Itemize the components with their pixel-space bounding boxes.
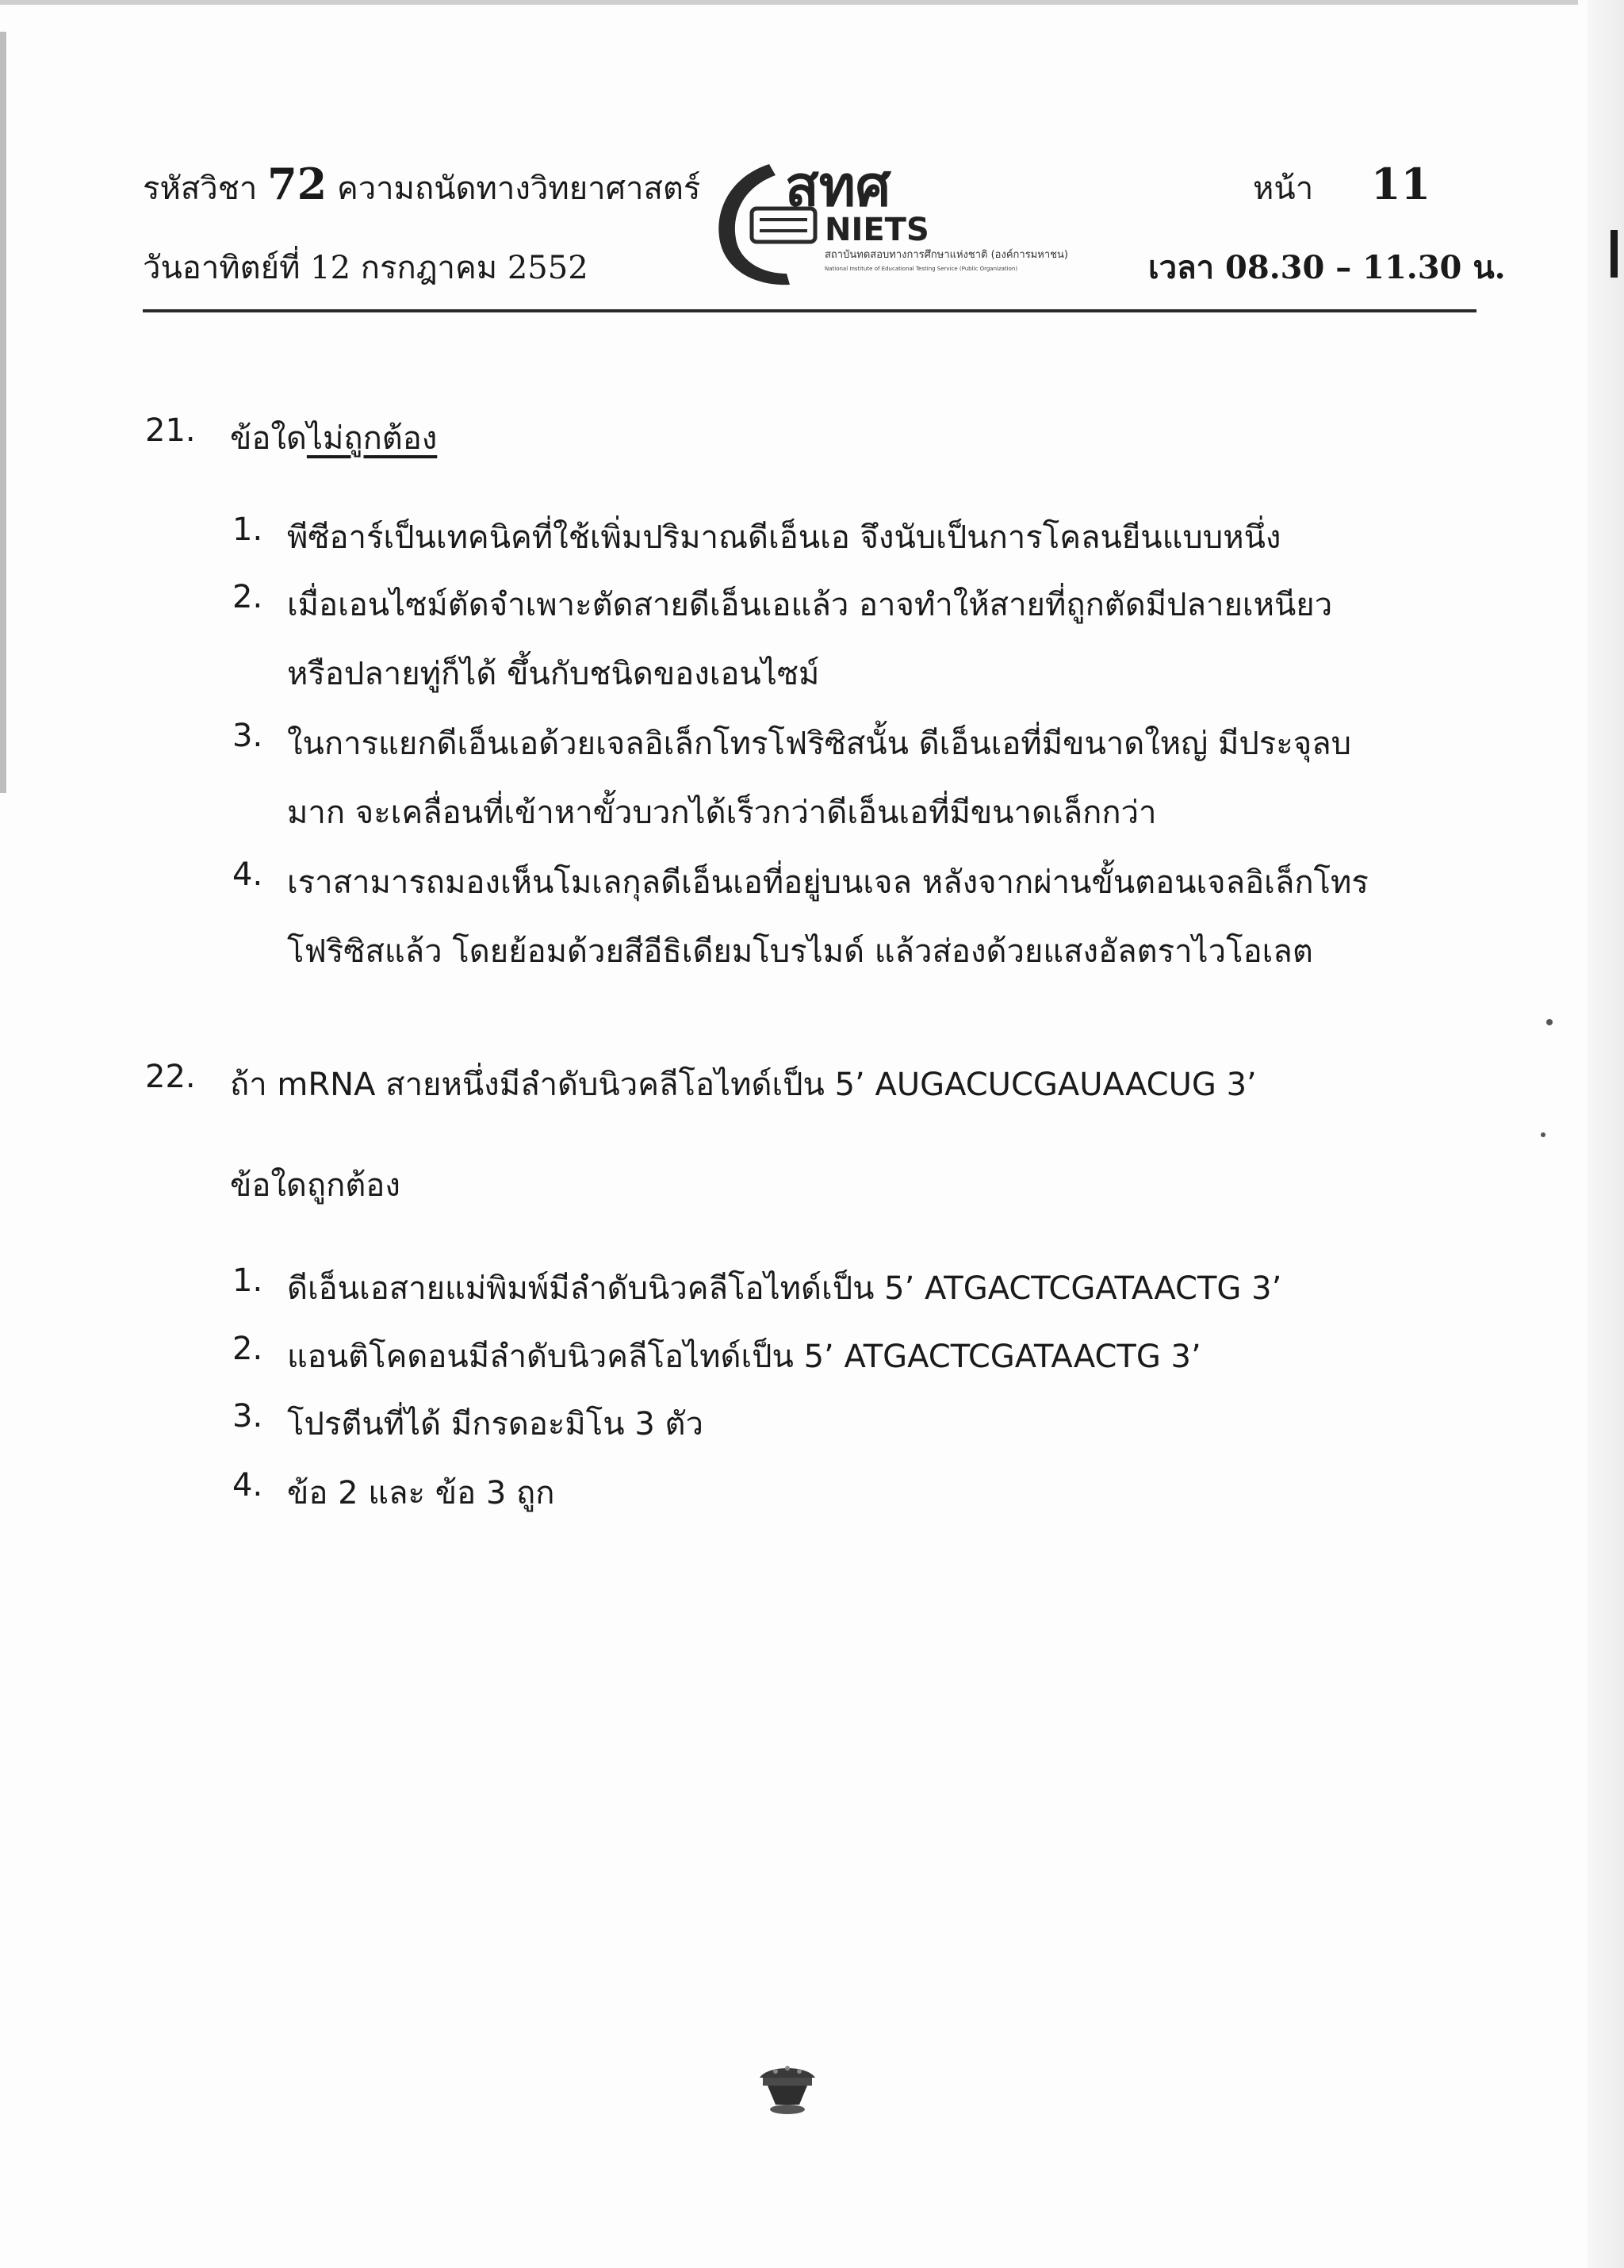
option-text: มาก จะเคลื่อนที่เข้าหาขั้วบวกได้เร็วกว่าดีเอ็นเอที่มีขนาดเล็กกว่า (287, 795, 1157, 831)
option-number: 1. (232, 511, 263, 548)
option-text: เราสามารถมองเห็นโมเลกุลดีเอ็นเอที่อยู่บนเจล หลังจากผ่านขั้นตอนเจลอิเล็กโทร (287, 864, 1369, 901)
question-number: 22. (145, 1059, 196, 1095)
option-number: 3. (232, 718, 263, 754)
exam-date: วันอาทิตย์ที่ 12 กรกฎาคม 2552 (143, 250, 588, 286)
page-indicator (1253, 159, 1431, 213)
option-number: 4. (232, 1467, 263, 1504)
question-stem: ถ้า mRNA สายหนึ่งมีลำดับนิวคลีโอไทด์เป็น 5’ AUGACUCGAUAACUG 3’ (230, 1067, 1257, 1103)
logo-thai-name: สทศ (785, 155, 891, 219)
scan-speck (1546, 1019, 1553, 1025)
subject-prefix: รหัสวิชา (143, 170, 258, 207)
option-text: แอนติโคดอนมีลำดับนิวคลีโอไทด์เป็น 5’ ATGACTCGATAACTG 3’ (287, 1339, 1201, 1375)
scan-right-shadow (1588, 0, 1624, 2268)
emblem-seal-icon (752, 2060, 823, 2116)
subject-name: ความถนัดทางวิทยาศาสตร์ (336, 170, 701, 207)
option-text: ในการแยกดีเอ็นเอด้วยเจลอิเล็กโทรโฟริซิสนั้น ดีเอ็นเอที่มีขนาดใหญ่ มีประจุลบ (287, 726, 1352, 762)
question-stem-emphasis: ไม่ถูกต้อง (306, 420, 438, 457)
option-text: พีซีอาร์เป็นเทคนิคที่ใช้เพิ่มปริมาณดีเอ็นเอ จึงนับเป็นการโคลนยีนแบบหนึ่ง (287, 519, 1281, 556)
option-text: โปรตีนที่ได้ มีกรดอะมิโน 3 ตัว (287, 1406, 703, 1442)
option-text: หรือปลายทู่ก็ได้ ขึ้นกับชนิดของเอนไซม์ (287, 656, 820, 692)
logo-english-name: NIETS (825, 212, 929, 248)
scan-left-edge (0, 32, 6, 793)
option-text: โฟริซิสแล้ว โดยย้อมด้วยสีอีธิเดียมโบรไมด์ แล้วส่องด้วยแสงอัลตราไวโอเลต (287, 933, 1313, 970)
subject-code: 72 (267, 159, 327, 209)
option-number: 1. (232, 1262, 263, 1299)
question-number: 21. (145, 412, 196, 449)
option-number: 3. (232, 1398, 263, 1435)
question-prompt: ข้อใดถูกต้อง (230, 1167, 400, 1204)
option-number: 2. (232, 579, 263, 615)
page-label: หน้า (1253, 170, 1314, 207)
niets-logo-icon (714, 155, 1158, 289)
question-stem (230, 412, 437, 463)
scan-margin-mark (1611, 230, 1618, 278)
option-text: ข้อ 2 และ ข้อ 3 ถูก (287, 1475, 555, 1511)
exam-time: เวลา 08.30 – 11.30 น. (1148, 249, 1506, 286)
option-number: 2. (232, 1331, 263, 1367)
question-stem-text: ข้อใด (230, 420, 307, 457)
option-number: 4. (232, 856, 263, 893)
page-number: 11 (1370, 159, 1431, 209)
scan-speck (1541, 1132, 1545, 1137)
option-text: เมื่อเอนไซม์ตัดจำเพาะตัดสายดีเอ็นเอแล้ว อาจทำให้สายที่ถูกตัดมีปลายเหนียว (287, 587, 1333, 623)
subject-line (143, 159, 700, 213)
logo-thai-full: สถาบันทดสอบทางการศึกษาแห่งชาติ (องค์การมหาชน) (825, 249, 1068, 261)
scan-top-edge (0, 0, 1578, 5)
header-divider (143, 309, 1477, 312)
logo-english-full: National Institute of Educational Testing Service (Public Organization) (825, 266, 1018, 272)
option-text: ดีเอ็นเอสายแม่พิมพ์มีลำดับนิวคลีโอไทด์เป็น 5’ ATGACTCGATAACTG 3’ (287, 1270, 1282, 1307)
